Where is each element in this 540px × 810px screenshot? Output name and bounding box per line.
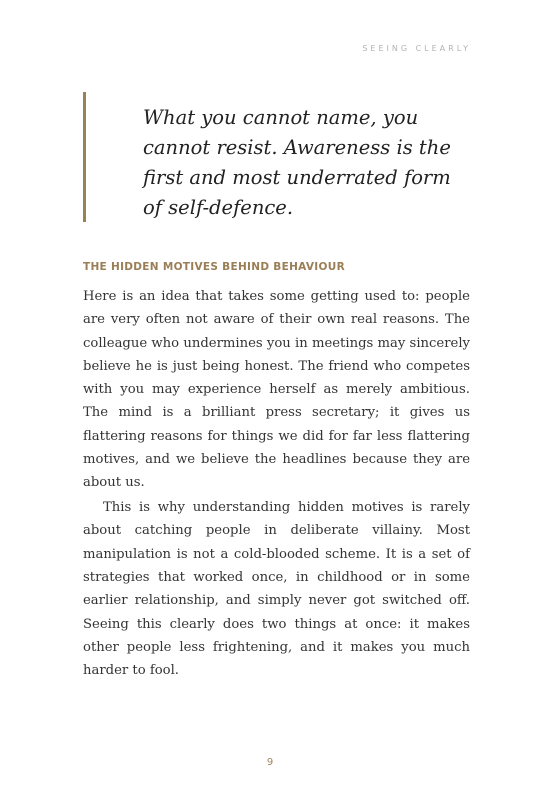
running-header: SEEING CLEARLY — [362, 44, 471, 53]
body-text — [83, 285, 470, 684]
body-paragraph: Here is an idea that takes some getting used to: people are very often not aware of their own real reasons. The colleague who undermines you in meetings may sincerely believe he is just being honest. The friend who competes with you may experience herself as merely ambitious. The mind is a brilliant press secretary; it gives us flattering reasons for things we did for far less flattering motives, and we believe the headlines because they are about us. — [83, 289, 470, 491]
pull-quote — [83, 92, 463, 222]
pull-quote-text: What you cannot name, you cannot resist. Awareness is the first and most underrated form of self-defence. — [143, 106, 451, 219]
section-heading: THE HIDDEN MOTIVES BEHIND BEHAVIOUR — [83, 261, 345, 273]
page-number: 9 — [266, 757, 274, 768]
body-paragraph: This is why understanding hidden motives is rarely about catching people in deliberate villainy. Most manipulation is not a cold-blooded scheme. It is a set of strategies that worked once, in childhood or in some earlier relationship, and simply never got switched off. Seeing this clearly does two things at once: it makes other people less frightening, and it makes you much harder to fool. — [83, 500, 470, 679]
